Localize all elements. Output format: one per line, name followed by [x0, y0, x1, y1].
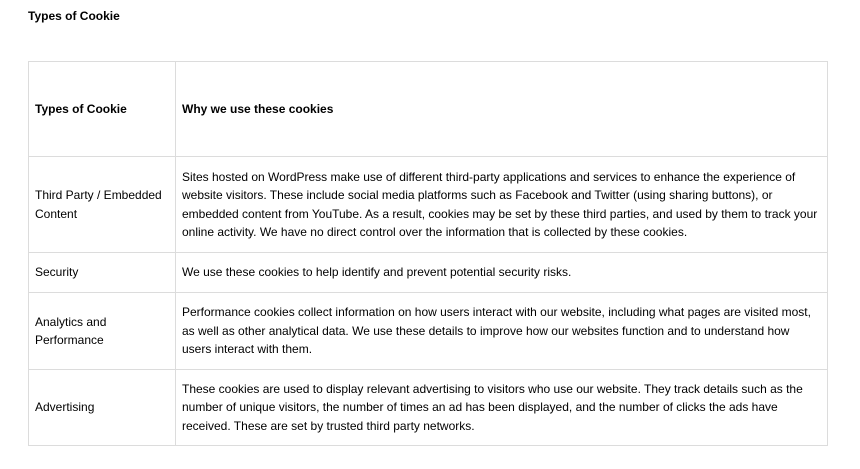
column-header-type: Types of Cookie: [29, 62, 176, 157]
page-title: Types of Cookie: [28, 9, 120, 23]
cookie-type-cell: Advertising: [29, 370, 176, 446]
table-row: [29, 157, 828, 253]
column-header-reason: Why we use these cookies: [176, 62, 828, 157]
cookie-type-cell: Analytics and Performance: [29, 293, 176, 370]
cookie-reason-cell: Sites hosted on WordPress make use of different third-party applications and services to enhance the experience of website visitors. These include social media platforms such as Facebook and Twitter (using sharing buttons), or embedded content from YouTube. As a result, cookies may be set by these third parties, and used by them to track your online activity. We have no direct control over the information that is collected by these cookies.: [176, 157, 828, 253]
cookie-type-cell: Third Party / Embedded Content: [29, 157, 176, 253]
table-row: [29, 370, 828, 446]
cookie-types-table: [28, 61, 828, 446]
table-row: [29, 293, 828, 370]
cookie-reason-cell: These cookies are used to display relevant advertising to visitors who use our website. They track details such as the number of unique visitors, the number of times an ad has been displayed, and the number of clicks the ads have received. These are set by trusted third party networks.: [176, 370, 828, 446]
cookie-reason-cell: We use these cookies to help identify and prevent potential security risks.: [176, 253, 828, 293]
cookie-reason-cell: Performance cookies collect information on how users interact with our website, including what pages are visited most, as well as other analytical data. We use these details to improve how our websites function and to understand how users interact with them.: [176, 293, 828, 370]
table-row: [29, 253, 828, 293]
cookie-type-cell: Security: [29, 253, 176, 293]
table-header-row: [29, 62, 828, 157]
